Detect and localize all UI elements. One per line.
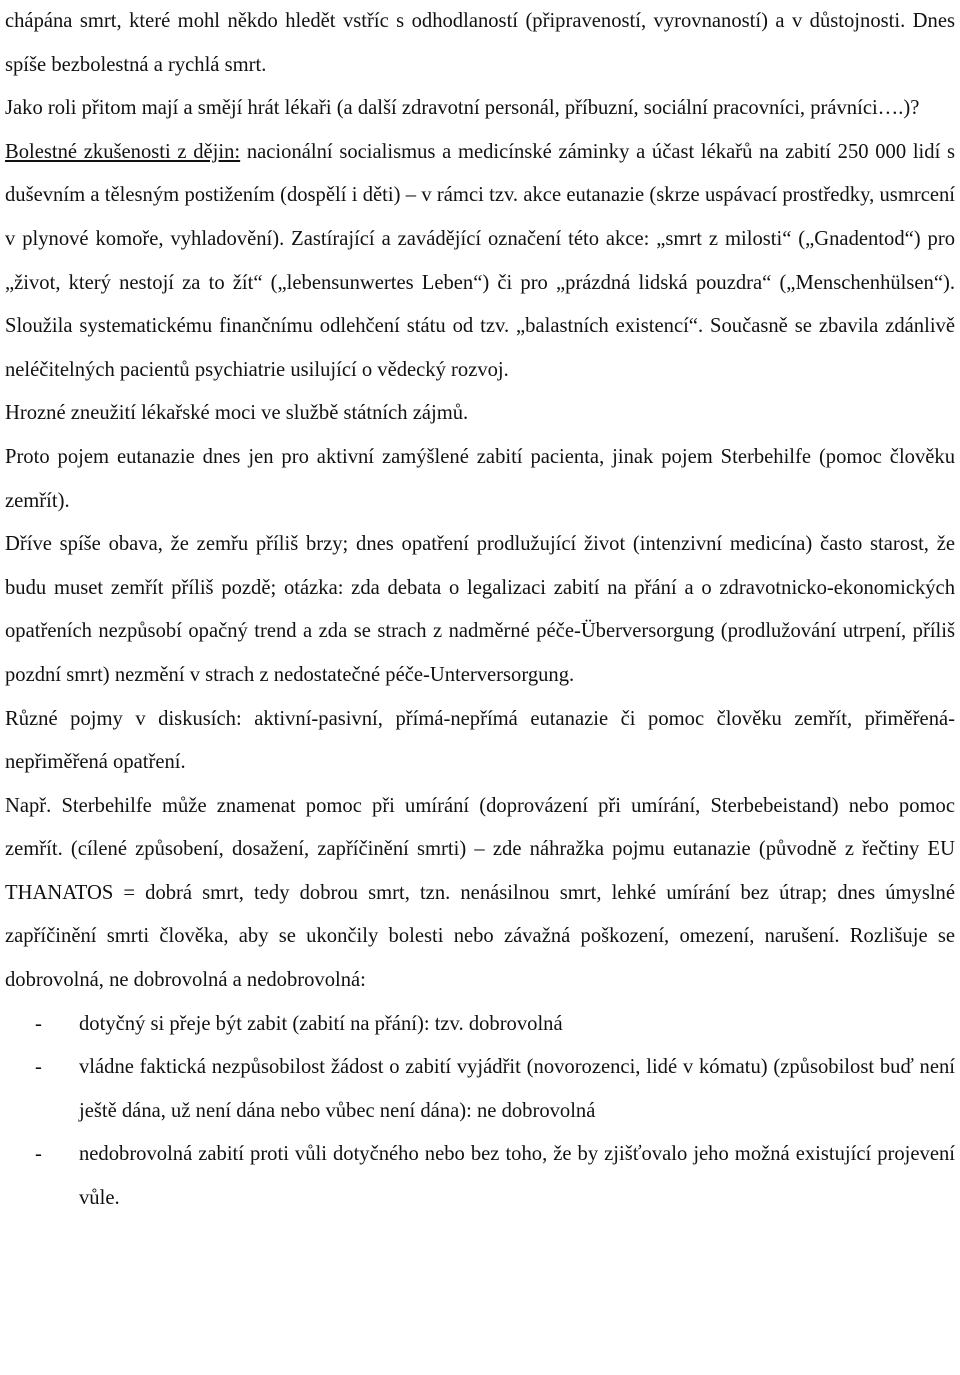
list-item [5, 1046, 955, 1133]
paragraph-sterbehilfe: Např. Sterbehilfe může znamenat pomoc při umírání (doprovázení při umírání, Sterbebeistand) nebo pomoc zemřít. (cílené způsobení, dosažení, zapříčinění smrti) – zde náhražka pojmu eutanazie (původně z řečtiny EU THANATOS = dobrá smrt, tedy dobrou smrt, tzn. nenásilnou smrt, lehké umírání bez útrap; dnes úmyslné zapříčinění smrti člověka, aby se ukončily bolesti nebo závažná poškození, omezení, narušení. Rozlišuje se dobrovolná, ne dobrovolná a nedobrovolná: [5, 794, 955, 992]
list-item [5, 1003, 955, 1047]
list-item-text: vládne faktická nezpůsobilost žádost o zabití vyjádřit (novorozenci, lidé v kómatu) (způsobilost buď není ještě dána, už není dána nebo vůbec není dána): ne dobrovolná [79, 1056, 955, 1122]
list-dash: - [35, 1056, 42, 1079]
paragraph-definition: Proto pojem eutanazie dnes jen pro aktivní zamýšlené zabití pacienta, jinak pojem Sterbehilfe (pomoc člověku zemřít). [5, 445, 955, 512]
list-item [5, 1133, 955, 1220]
paragraph-fears: Dříve spíše obava, že zemřu příliš brzy; dnes opatření prodlužující život (intenzivní medicína) často starost, že budu muset zemřít příliš pozdě; otázka: zda debata o legalizaci zabití na přání a o zdravotnicko-ekonomických opatřeních nezpůsobí opačný trend a zda se strach z nadměrné péče-Überversorgung (prodlužování utrpení, příliš pozdní smrt) nezmění v strach z nedostatečné péče-Unterversorgung. [5, 533, 955, 686]
paragraph-abuse: Hrozné zneužití lékařské moci ve službě státních zájmů. [5, 402, 469, 425]
history-heading: Bolestné zkušenosti z dějin: [5, 140, 241, 163]
document-page [5, 0, 955, 1221]
list-item-text: dotyčný si přeje být zabit (zabití na přání): tzv. dobrovolná [79, 1012, 563, 1035]
list-dash: - [35, 1143, 42, 1166]
paragraph-dignity: chápána smrt, které mohl někdo hledět vstříc s odhodlaností (připraveností, vyrovnaností) a v důstojnosti. Dnes spíše bezbolestná a rychlá smrt. [5, 10, 955, 76]
paragraph-history [5, 131, 955, 393]
paragraph-role-of-doctors: Jako roli přitom mají a smějí hrát lékaři (a další zdravotní personál, příbuzní, sociální pracovníci, právníci….)? [5, 97, 920, 120]
euthanasia-types-list [5, 1003, 955, 1221]
list-item-text: nedobrovolná zabití proti vůli dotyčného nebo bez toho, že by zjišťovalo jeho možná existující projevení vůle. [79, 1143, 955, 1210]
list-dash: - [35, 1012, 42, 1035]
history-text: nacionální socialismus a medicínské záminky a účast lékařů na zabití 250 000 lidí s duševním a tělesným postižením (dospělí i děti) – v rámci tzv. akce eutanazie (skrze uspávací prostředky, usmrcení v plynové komoře, vyhladovění). Zastírající a zavádějící označení této akce: „smrt z milosti“ („Gnadentod“) pro „život, který nestojí za to žít“ („lebensunwertes Leben“) či pro „prázdná lidská pouzdra“ („Menschenhülsen“). Sloužila systematickému finančnímu odlehčení státu od tzv. „balastních existencí“. Současně se zbavila zdánlivě neléčitelných pacientů psychiatrie usilující o vědecký rozvoj. [5, 140, 956, 381]
paragraph-terms: Různé pojmy v diskusích: aktivní-pasivní, přímá-nepřímá eutanazie či pomoc člověku zemřít, přiměřená-nepřiměřená opatření. [5, 707, 955, 774]
